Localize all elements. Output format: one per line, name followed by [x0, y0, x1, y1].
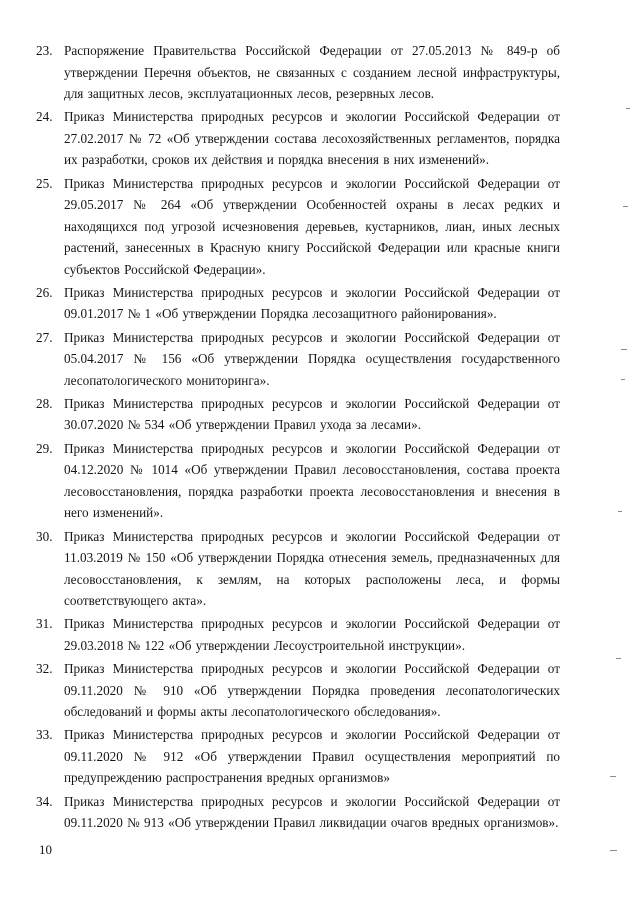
list-item [36, 173, 560, 281]
item-text: Приказ Министерства природных ресурсов и экологии Российской Федерации от 09.11.2020 № 910 «Об утверждении Порядка проведения лесопатологических обследований и формы акты лесопатологического обследования». [64, 661, 560, 720]
scan-mark [610, 850, 617, 851]
item-text: Приказ Министерства природных ресурсов и экологии Российской Федерации от 27.02.2017 № 72 «Об утверждении состава лесохозяйственных регламентов, порядка их разработки, сроков их действия и порядка внесения в них изменений». [64, 109, 560, 168]
list-item [36, 613, 560, 656]
list-item [36, 658, 560, 723]
item-number: 27. [36, 329, 53, 345]
list-item [36, 438, 560, 524]
item-text: Приказ Министерства природных ресурсов и экологии Российской Федерации от 09.11.2020 № 913 «Об утверждении Правил ликвидации очагов вредных организмов». [64, 793, 560, 831]
list-item [36, 106, 560, 171]
scan-mark [621, 379, 625, 380]
item-number: 34. [36, 793, 53, 809]
scan-mark [616, 658, 621, 659]
item-number: 25. [36, 175, 53, 191]
item-text: Приказ Министерства природных ресурсов и экологии Российской Федерации от 29.03.2018 № 122 «Об утверждении Лесоустроительной инструкции». [64, 616, 560, 653]
item-text: Приказ Министерства природных ресурсов и экологии Российской Федерации от 04.12.2020 № 1014 «Об утверждении Правил лесовосстановления, состава проекта лесовосстановления, порядка разработки проекта лесовосстановления и внесения в него изменений». [64, 440, 560, 521]
item-number: 26. [36, 284, 53, 300]
page-number: 10 [39, 842, 52, 857]
list-item [36, 393, 560, 436]
list-item [36, 40, 560, 105]
scan-mark [623, 206, 628, 207]
list-item [36, 791, 560, 834]
item-number: 28. [36, 395, 53, 411]
item-text: Приказ Министерства природных ресурсов и экологии Российской Федерации от 05.04.2017 № 156 «Об утверждении Порядка осуществления государственного лесопатологического мониторинга». [64, 329, 560, 388]
item-number: 33. [36, 727, 53, 743]
list-item [36, 327, 560, 392]
item-number: 29. [36, 440, 53, 456]
item-text: Приказ Министерства природных ресурсов и экологии Российской Федерации от 11.03.2019 № 150 «Об утверждении Порядка отнесения земель, предназначенных для лесовосстановления, к землям, на которых расположены леса, и формы соответствующего акта». [64, 528, 560, 609]
list-item [36, 724, 560, 789]
scan-mark [621, 349, 627, 350]
item-text: Приказ Министерства природных ресурсов и экологии Российской Федерации от 09.11.2020 № 912 «Об утверждении Правил осуществления мероприятий по предупреждению распространения вредных организмов» [64, 727, 560, 786]
regulations-list [36, 40, 560, 836]
item-text: Приказ Министерства природных ресурсов и экологии Российской Федерации от 09.01.2017 № 1 «Об утверждении Порядка лесозащитного районирования». [64, 284, 560, 322]
list-item [36, 526, 560, 612]
item-text: Приказ Министерства природных ресурсов и экологии Российской Федерации от 30.07.2020 № 534 «Об утверждении Правил ухода за лесами». [64, 395, 560, 433]
item-number: 24. [36, 109, 53, 125]
item-text: Приказ Министерства природных ресурсов и экологии Российской Федерации от 29.05.2017 № 264 «Об утверждении Особенностей охраны в лесах редких и находящихся под угрозой исчезновения деревьев, кустарников, лиан, иных лесных растений, занесенных в Красную книгу Российской Федерации или красные книги субъектов Российской Федерации». [64, 175, 560, 277]
list-item [36, 282, 560, 325]
item-text: Распоряжение Правительства Российской Федерации от 27.05.2013 № 849-р об утверждении Перечня объектов, не связанных с созданием лесной инфраструктуры, для защитных лесов, эксплуатационных лесов, резервных лесов. [64, 43, 560, 101]
item-number: 23. [36, 43, 53, 58]
scan-mark [610, 776, 616, 777]
item-number: 32. [36, 661, 53, 677]
item-number: 31. [36, 616, 53, 632]
scan-mark [618, 511, 622, 512]
item-number: 30. [36, 528, 53, 544]
scan-mark [626, 108, 630, 109]
